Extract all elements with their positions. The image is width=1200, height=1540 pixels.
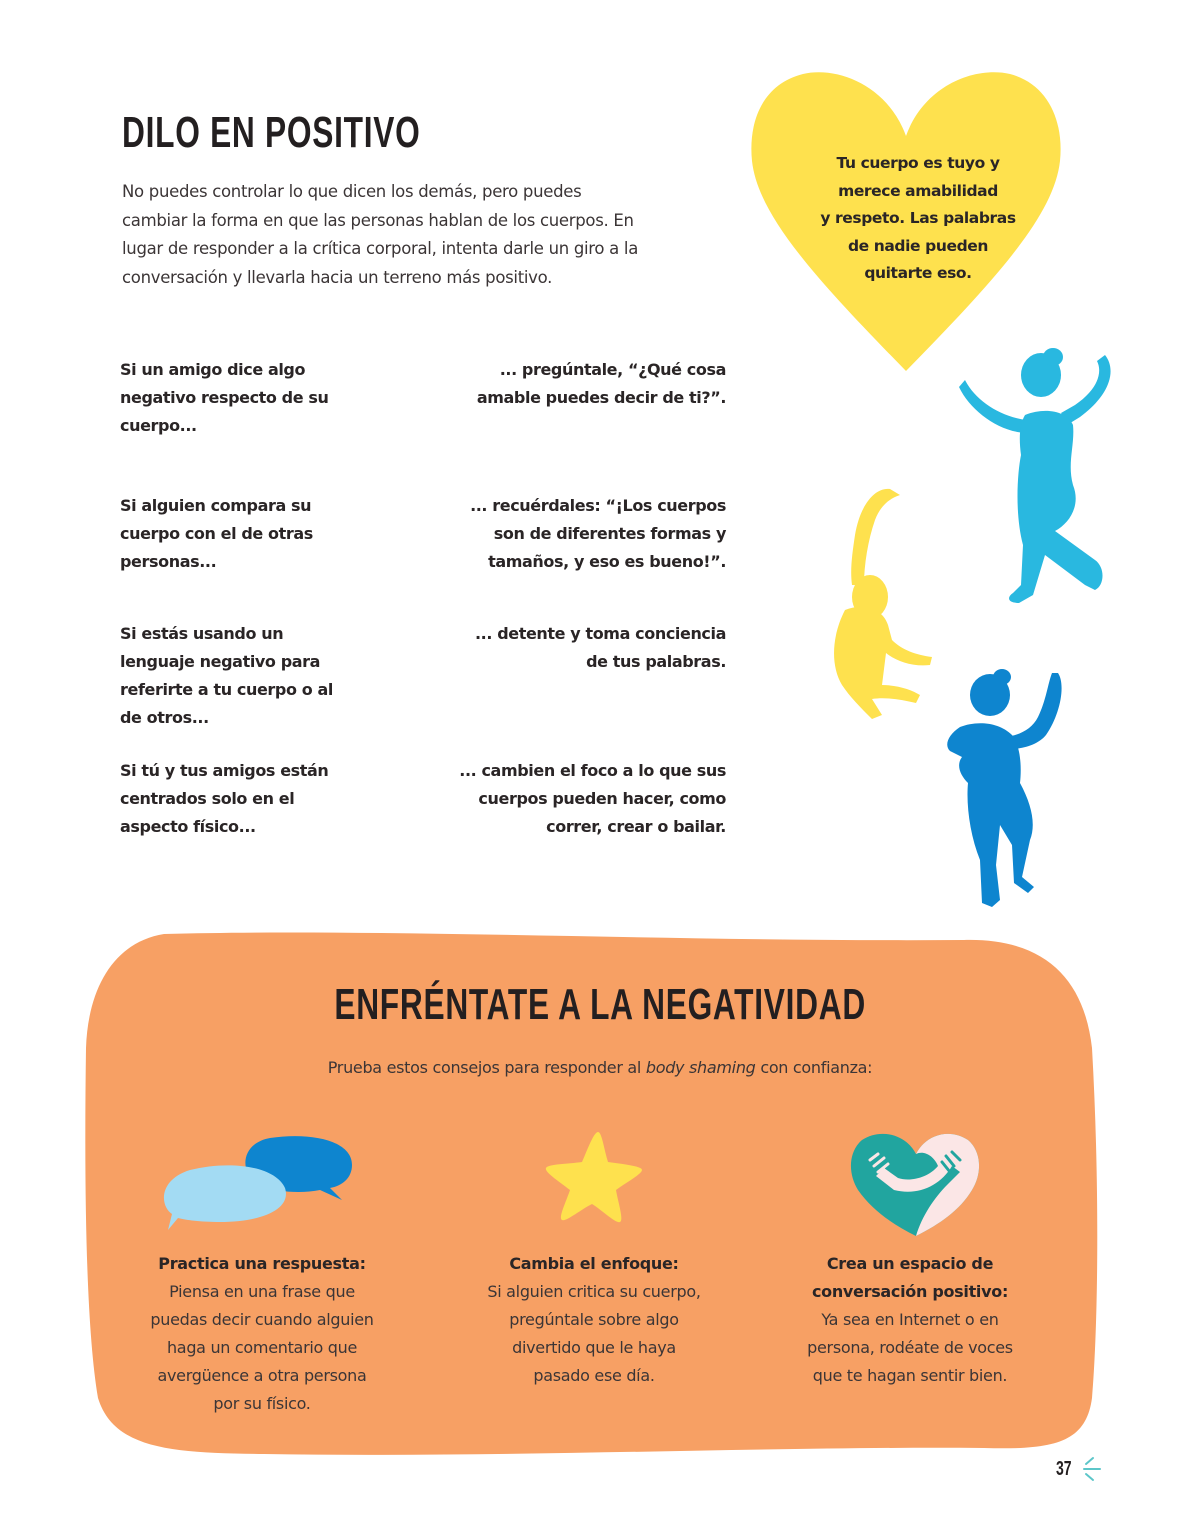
speech-bubbles-icon bbox=[160, 1130, 360, 1235]
hugging-heart-icon bbox=[848, 1126, 983, 1238]
situation-text bbox=[120, 356, 370, 440]
text-line: Tu cuerpo es tuyo y bbox=[836, 154, 1000, 172]
text-line: Piensa en una frase que bbox=[169, 1282, 355, 1301]
response-text bbox=[440, 356, 726, 412]
text-line: referirte a tu cuerpo o al bbox=[120, 680, 333, 699]
text-line: quitarte eso. bbox=[864, 264, 972, 282]
text-line: aspecto físico... bbox=[120, 817, 256, 836]
text-line: cuerpo con el de otras bbox=[120, 524, 313, 543]
situation-text bbox=[120, 620, 370, 732]
text-line: cuerpo... bbox=[120, 416, 197, 435]
response-text bbox=[440, 492, 726, 576]
heart-callout-text bbox=[800, 150, 1036, 288]
jumping-figure-icon bbox=[820, 485, 940, 720]
text-line: son de diferentes formas y bbox=[493, 524, 726, 543]
intro-line: cambiar la forma en que las personas hablan de los cuerpos. En bbox=[122, 210, 634, 230]
tip-positive-space bbox=[760, 1250, 1060, 1390]
text-line: ... pregúntale, “¿Qué cosa bbox=[499, 360, 726, 379]
intro-line: lugar de responder a la crítica corporal, intenta darle un giro a la bbox=[122, 239, 639, 258]
text-line: personas... bbox=[120, 552, 217, 571]
subtitle-italic-text: body shaming bbox=[645, 1058, 756, 1077]
text-line: de tus palabras. bbox=[586, 652, 726, 671]
text-line: Si alguien critica su cuerpo, bbox=[487, 1282, 701, 1301]
text-line: persona, rodéate de voces bbox=[807, 1338, 1013, 1357]
text-line: Si estás usando un bbox=[120, 624, 284, 643]
text-line: avergüence a otra persona bbox=[157, 1366, 367, 1385]
waving-figure-icon bbox=[940, 665, 1070, 910]
text-line: por su físico. bbox=[213, 1394, 311, 1413]
text-line: que te hagan sentir bien. bbox=[812, 1366, 1008, 1385]
section-title-negativity: ENFRÉNTATE A LA NEGATIVIDAD bbox=[334, 980, 866, 1029]
text-line: negativo respecto de su bbox=[120, 388, 329, 407]
tip-heading: Practica una respuesta: bbox=[158, 1254, 366, 1273]
text-line: tamaños, y eso es bueno!”. bbox=[488, 552, 726, 571]
intro-line: No puedes controlar lo que dicen los demás, pero puedes bbox=[122, 182, 582, 201]
page-number: 37 bbox=[1056, 1458, 1072, 1480]
tip-change-focus bbox=[444, 1250, 744, 1390]
dancing-figure-icon bbox=[955, 345, 1120, 610]
text-line: Si tú y tus amigos están bbox=[120, 761, 329, 780]
response-text bbox=[440, 620, 726, 676]
intro-line: conversación y llevarla hacia un terreno más positivo. bbox=[122, 267, 553, 287]
text-line: divertido que le haya bbox=[512, 1338, 676, 1357]
section-title-negativity-wrap bbox=[0, 980, 1200, 1030]
text-line: de otros... bbox=[120, 708, 209, 727]
text-line: Ya sea en Internet o en bbox=[821, 1310, 999, 1329]
text-line: lenguaje negativo para bbox=[120, 652, 321, 671]
text-line: merece amabilidad bbox=[838, 181, 998, 200]
text-line: cuerpos pueden hacer, como bbox=[478, 789, 726, 808]
tip-heading: conversación positivo: bbox=[811, 1282, 1009, 1301]
panel-subtitle bbox=[0, 1058, 1200, 1077]
text-line: Si alguien compara su bbox=[120, 496, 312, 515]
response-text bbox=[440, 757, 726, 841]
text-line: haga un comentario que bbox=[166, 1338, 358, 1357]
situation-text bbox=[120, 757, 370, 841]
subtitle-text: Prueba estos consejos para responder al bbox=[327, 1058, 646, 1077]
text-line: ... recuérdales: “¡Los cuerpos bbox=[470, 496, 726, 515]
text-line: amable puedes decir de ti?”. bbox=[476, 388, 726, 407]
subtitle-text: con confianza: bbox=[755, 1058, 873, 1077]
text-line: y respeto. Las palabras bbox=[820, 209, 1016, 227]
intro-paragraph bbox=[122, 178, 722, 292]
tip-heading: Crea un espacio de bbox=[826, 1254, 994, 1273]
page-accent-icon bbox=[1080, 1455, 1104, 1483]
text-line: pasado ese día. bbox=[533, 1366, 655, 1385]
text-line: puedas decir cuando alguien bbox=[150, 1310, 374, 1329]
text-line: ... cambien el foco a lo que sus bbox=[459, 761, 726, 780]
situation-text bbox=[120, 492, 370, 576]
text-line: centrados solo en el bbox=[120, 789, 295, 808]
text-line: correr, crear o bailar. bbox=[546, 817, 726, 836]
tip-heading: Cambia el enfoque: bbox=[509, 1254, 679, 1273]
text-line: Si un amigo dice algo bbox=[120, 360, 306, 379]
section-title-positive: DILO EN POSITIVO bbox=[122, 108, 421, 157]
text-line: ... detente y toma conciencia bbox=[475, 624, 726, 643]
text-line: pregúntale sobre algo bbox=[509, 1310, 679, 1329]
text-line: de nadie pueden bbox=[847, 236, 989, 255]
tip-practice-response bbox=[112, 1250, 412, 1418]
star-icon bbox=[544, 1130, 644, 1225]
